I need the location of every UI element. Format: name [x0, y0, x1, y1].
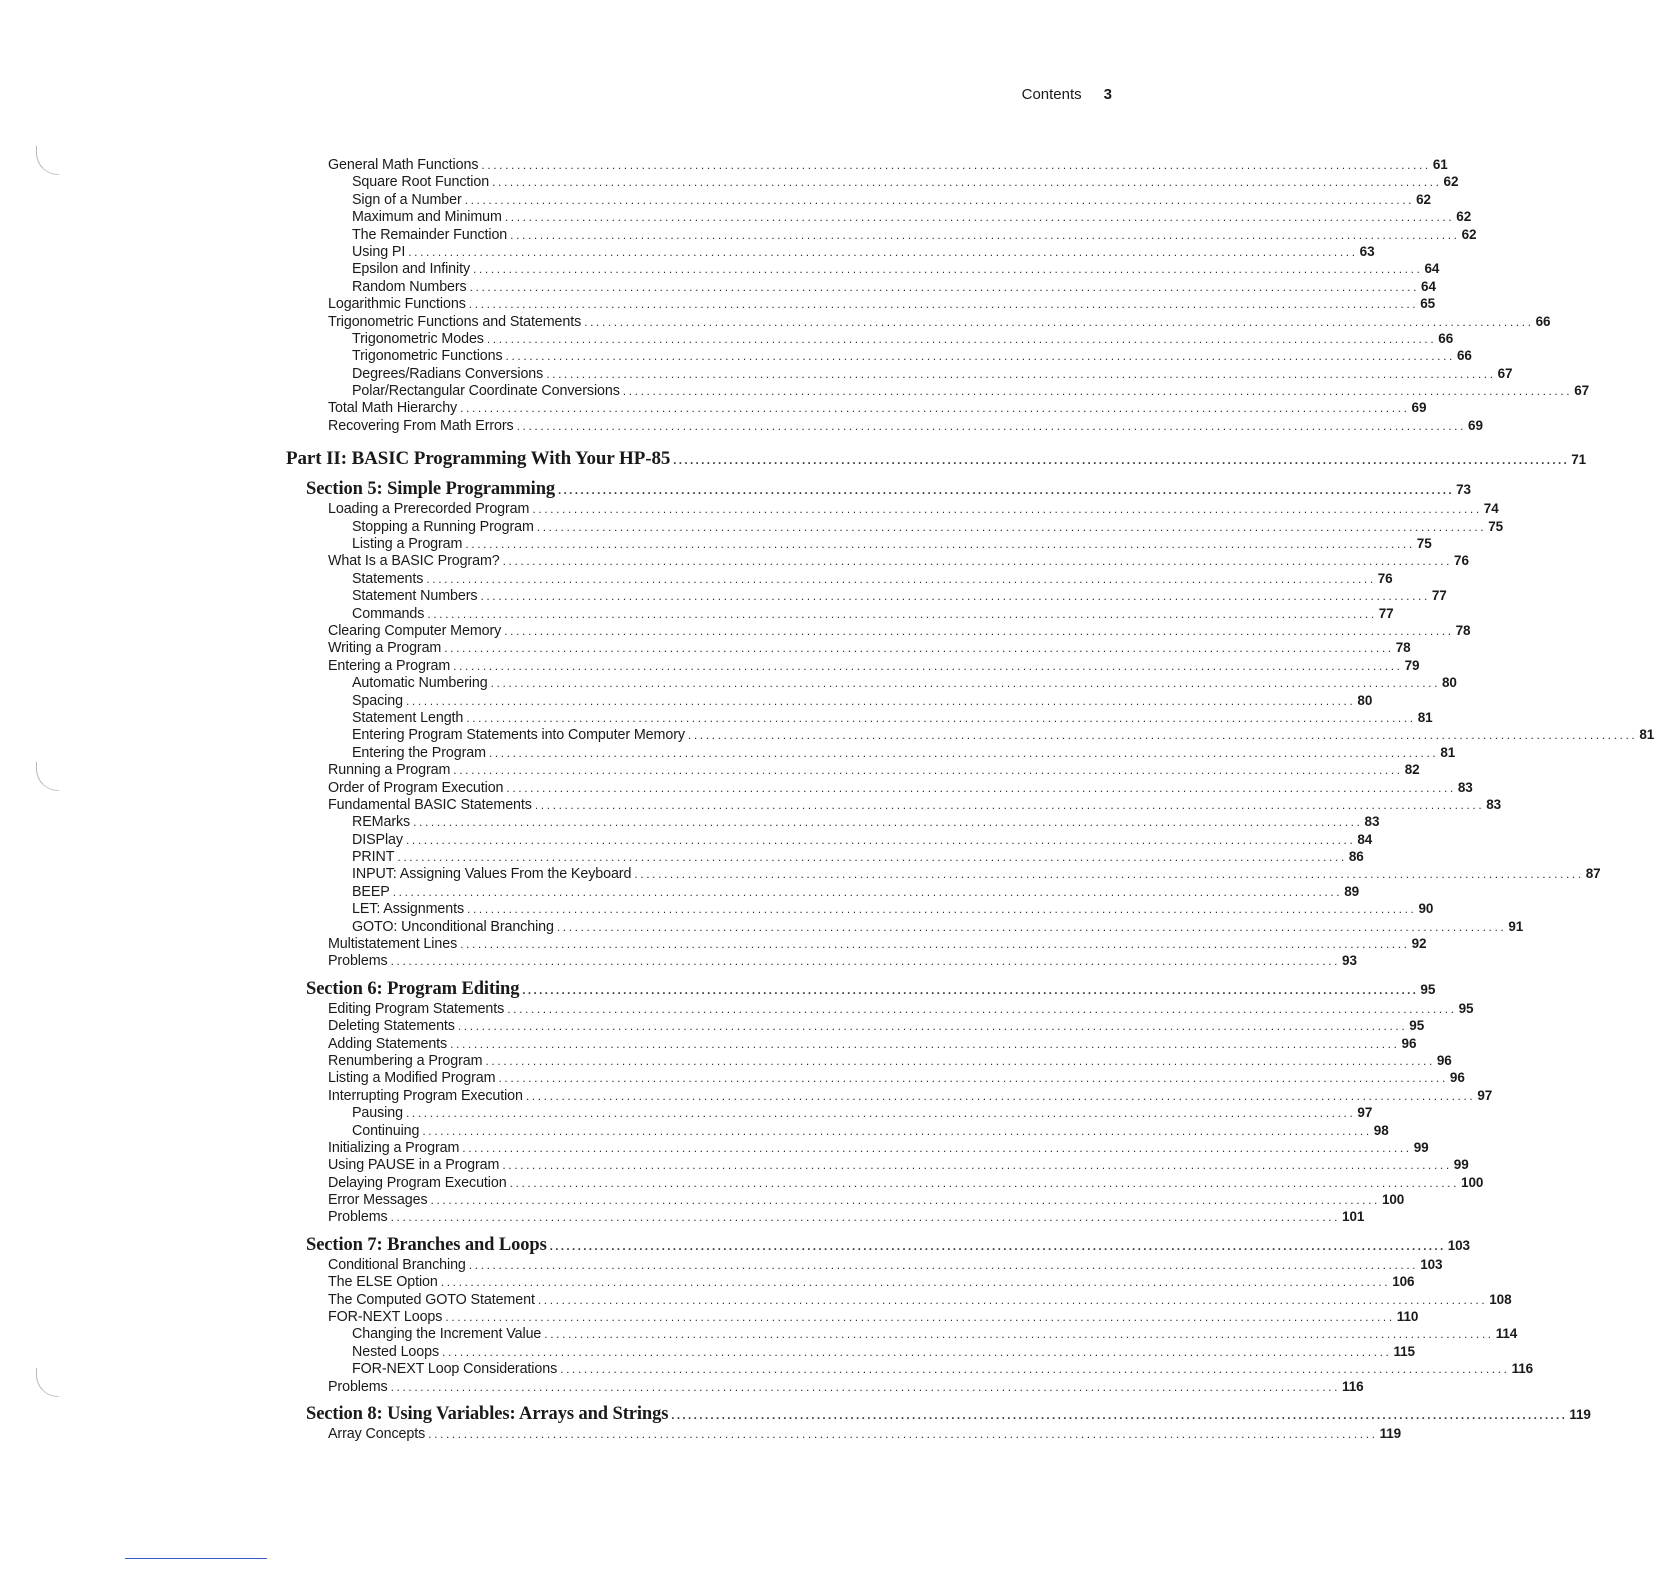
toc-entry	[328, 1378, 1364, 1395]
toc-page-number: 89	[1344, 883, 1360, 899]
toc-page-number: 90	[1418, 901, 1434, 917]
dot-leader: ................................................................................................................................................................	[466, 710, 1416, 725]
dot-leader: ................................................................................................................................................................	[492, 175, 1442, 190]
dot-leader: ................................................................................................................................................................	[584, 314, 1534, 329]
toc-title: Order of Program Execution	[328, 779, 504, 796]
dot-leader: ................................................................................................................................................................	[687, 728, 1638, 743]
toc-page-number: 106	[1392, 1274, 1415, 1290]
toc-title: Listing a Modified Program	[328, 1070, 496, 1087]
toc-title: Automatic Numbering	[352, 675, 488, 692]
toc-entry	[328, 417, 1483, 434]
dot-leader: ................................................................................................................................................................	[502, 1158, 1452, 1173]
toc-page-number: 100	[1461, 1174, 1484, 1190]
toc-entry	[352, 347, 1472, 365]
dot-leader: ................................................................................................................................................................	[445, 1310, 1395, 1325]
toc-section-heading	[306, 1403, 1591, 1425]
toc-title: FOR-NEXT Loops	[328, 1309, 443, 1326]
toc-title: Using PI	[352, 243, 406, 260]
toc-title: Total Math Hierarchy	[328, 400, 458, 417]
toc-entry	[328, 552, 1469, 570]
toc-section-heading	[306, 978, 1436, 1000]
dot-leader: ................................................................................................................................................................	[405, 693, 1356, 708]
dot-leader: ................................................................................................................................................................	[468, 1257, 1419, 1272]
dot-leader: ................................................................................................................................................................	[444, 641, 1394, 656]
dot-leader: ................................................................................................................................................................	[510, 227, 1460, 242]
toc-entry	[328, 1191, 1405, 1209]
toc-page-number: 63	[1359, 243, 1375, 259]
dot-leader: ................................................................................................................................................................	[505, 349, 1455, 364]
toc-entry	[328, 1291, 1512, 1308]
toc-title: Problems	[328, 953, 388, 970]
toc-entry	[328, 500, 1499, 518]
toc-entry	[352, 570, 1393, 587]
toc-title: The ELSE Option	[328, 1274, 438, 1291]
toc-entry	[352, 365, 1513, 382]
toc-page-number: 77	[1378, 605, 1394, 621]
toc-page-number: 76	[1454, 553, 1469, 569]
dot-leader: ................................................................................................................................................................	[558, 483, 1455, 498]
toc-title: General Math Functions	[328, 157, 479, 173]
toc-page-number: 87	[1585, 866, 1601, 882]
toc-page-number: 80	[1357, 692, 1373, 708]
toc-entry	[352, 226, 1477, 243]
dot-leader: ................................................................................................................................................................	[408, 244, 1358, 259]
toc-entry	[352, 865, 1601, 883]
toc-page-number: 100	[1381, 1192, 1405, 1208]
dot-leader: ................................................................................................................................................................	[485, 1053, 1435, 1068]
toc-entry	[328, 1052, 1452, 1069]
dot-leader: ................................................................................................................................................................	[468, 297, 1419, 312]
dot-leader: ................................................................................................................................................................	[488, 745, 1439, 760]
toc-entry	[352, 1122, 1389, 1139]
toc-entry	[328, 295, 1436, 313]
toc-page-number: 79	[1404, 657, 1420, 673]
toc-page-number: 73	[1456, 482, 1471, 498]
toc-entry	[352, 744, 1456, 761]
toc-title: Pausing	[352, 1105, 403, 1122]
toc-page-number: 75	[1488, 518, 1504, 534]
toc-title: Initializing a Program	[328, 1139, 460, 1156]
toc-page-number: 67	[1497, 365, 1513, 381]
dot-leader: ................................................................................................................................................................	[390, 1210, 1341, 1225]
toc-title: REMarks	[352, 814, 411, 831]
toc-title: Commands	[352, 605, 425, 622]
dot-leader: ................................................................................................................................................................	[465, 537, 1415, 552]
header-title: Contents	[1021, 86, 1082, 103]
toc-entry	[352, 813, 1380, 831]
dot-leader: ................................................................................................................................................................	[534, 797, 1485, 812]
toc-page-number: 99	[1413, 1139, 1429, 1155]
toc-title: Statement Length	[352, 709, 464, 726]
dot-leader: ................................................................................................................................................................	[622, 384, 1573, 399]
toc-entry	[352, 692, 1373, 709]
toc-title: Conditional Branching	[328, 1256, 466, 1273]
toc-page-number: 62	[1461, 226, 1477, 242]
toc-page-number: 97	[1357, 1105, 1373, 1121]
toc-entry	[328, 1208, 1365, 1226]
toc-page-number: 119	[1379, 1426, 1402, 1441]
toc-part-heading	[286, 448, 1587, 470]
toc-page-number: 77	[1431, 588, 1447, 604]
toc-title: What Is a BASIC Program?	[328, 553, 500, 570]
dot-leader: ................................................................................................................................................................	[486, 331, 1437, 346]
dot-leader: ................................................................................................................................................................	[428, 1427, 1378, 1441]
toc-title: The Computed GOTO Statement	[328, 1291, 535, 1308]
toc-title: Entering a Program	[328, 657, 451, 674]
toc-title: Interrupting Program Execution	[328, 1087, 523, 1104]
toc-title: DISPlay	[352, 831, 403, 848]
toc-entry	[328, 156, 1448, 173]
toc-entry	[328, 1035, 1417, 1052]
dot-leader: ................................................................................................................................................................	[467, 902, 1417, 917]
toc-entry	[328, 1273, 1415, 1291]
dot-leader: ................................................................................................................................................................	[498, 1071, 1448, 1086]
toc-page-number: 81	[1440, 744, 1456, 760]
toc-page-number: 64	[1424, 261, 1440, 277]
toc-title: Trigonometric Modes	[352, 330, 484, 347]
dot-leader: ................................................................................................................................................................	[460, 401, 1410, 416]
table-of-contents	[0, 156, 1654, 1442]
toc-title: Polar/Rectangular Coordinate Conversions	[352, 383, 620, 400]
toc-entry	[328, 779, 1473, 796]
toc-page-number: 82	[1404, 762, 1420, 778]
toc-page-number: 97	[1477, 1087, 1493, 1103]
dot-leader: ................................................................................................................................................................	[544, 1327, 1494, 1342]
toc-title: Editing Program Statements	[328, 1000, 505, 1017]
toc-entry	[328, 1069, 1465, 1087]
dot-leader: ................................................................................................................................................................	[504, 623, 1454, 638]
toc-entry	[352, 831, 1373, 848]
toc-title: Statement Numbers	[352, 588, 478, 605]
toc-section-heading	[306, 1234, 1470, 1256]
toc-page-number: 95	[1409, 1018, 1425, 1034]
dot-leader: ................................................................................................................................................................	[430, 1193, 1380, 1208]
toc-page-number: 78	[1455, 622, 1471, 638]
toc-page-number: 81	[1639, 727, 1654, 743]
toc-entry	[328, 1256, 1443, 1273]
toc-entry	[328, 622, 1471, 639]
toc-page-number: 64	[1421, 278, 1436, 294]
dot-leader: ................................................................................................................................................................	[537, 1292, 1488, 1307]
toc-title: PRINT	[352, 849, 395, 866]
toc-page-number: 69	[1468, 417, 1483, 433]
toc-page-number: 78	[1395, 640, 1411, 656]
dot-leader: ................................................................................................................................................................	[509, 1175, 1460, 1190]
toc-title: Logarithmic Functions	[328, 296, 466, 313]
dot-leader: ................................................................................................................................................................	[502, 554, 1453, 569]
dot-leader: ................................................................................................................................................................	[532, 502, 1482, 517]
toc-title: LET: Assignments	[352, 901, 465, 918]
toc-page-number: 114	[1495, 1326, 1518, 1342]
toc-page-number: 103	[1447, 1237, 1470, 1253]
toc-page-number: 101	[1342, 1209, 1365, 1225]
dot-leader: ................................................................................................................................................................	[490, 676, 1441, 691]
toc-entry	[328, 1174, 1484, 1191]
toc-entry	[352, 278, 1436, 295]
toc-page-number: 96	[1401, 1035, 1417, 1051]
toc-entry	[352, 382, 1590, 400]
toc-title: Trigonometric Functions	[352, 348, 503, 365]
toc-title: Deleting Statements	[328, 1018, 455, 1035]
toc-title: Epsilon and Infinity	[352, 261, 471, 278]
toc-page-number: 83	[1457, 779, 1473, 795]
toc-entry	[352, 709, 1433, 726]
toc-page-number: 66	[1535, 313, 1551, 329]
toc-title: Entering the Program	[352, 744, 486, 761]
toc-entry	[352, 1343, 1415, 1360]
toc-entry	[328, 657, 1420, 674]
header-page-number: 3	[1103, 86, 1112, 103]
toc-entry	[328, 1156, 1469, 1174]
toc-entry	[328, 935, 1427, 953]
dot-leader: ................................................................................................................................................................	[504, 210, 1455, 225]
toc-title: Renumbering a Program	[328, 1052, 483, 1069]
toc-title: Delaying Program Execution	[328, 1174, 507, 1191]
dot-leader: ................................................................................................................................................................	[473, 262, 1423, 277]
dot-leader: ................................................................................................................................................................	[440, 1275, 1391, 1290]
dot-leader: ................................................................................................................................................................	[506, 780, 1456, 795]
toc-title: Section 7: Branches and Loops	[306, 1234, 547, 1255]
toc-page-number: 62	[1443, 174, 1459, 190]
dot-leader: ................................................................................................................................................................	[556, 919, 1507, 934]
toc-entry	[328, 639, 1411, 657]
toc-page-number: 67	[1574, 383, 1590, 399]
toc-page-number: 98	[1373, 1122, 1389, 1138]
toc-page-number: 96	[1436, 1052, 1452, 1068]
toc-title: Running a Program	[328, 762, 451, 779]
dot-leader: ................................................................................................................................................................	[560, 1362, 1510, 1377]
toc-entry	[352, 726, 1654, 744]
toc-page-number: 115	[1393, 1343, 1415, 1359]
toc-page-number: 66	[1456, 348, 1472, 364]
toc-page-number: 86	[1348, 849, 1364, 865]
toc-page-number: 116	[1342, 1378, 1364, 1394]
toc-entry	[328, 1139, 1429, 1156]
toc-title: Continuing	[352, 1122, 420, 1139]
dot-leader: ................................................................................................................................................................	[422, 1123, 1372, 1138]
toc-page-number: 83	[1486, 796, 1502, 812]
toc-page-number: 116	[1511, 1361, 1534, 1377]
dot-leader: ................................................................................................................................................................	[671, 1408, 1568, 1422]
toc-entry	[328, 1308, 1419, 1326]
dot-leader: ................................................................................................................................................................	[673, 453, 1570, 468]
toc-page-number: 74	[1483, 501, 1499, 517]
toc-page-number: 119	[1569, 1407, 1591, 1422]
dot-leader: ................................................................................................................................................................	[460, 937, 1410, 952]
toc-entry	[328, 1425, 1402, 1442]
toc-title: Recovering From Math Errors	[328, 417, 514, 434]
toc-title: Changing the Increment Value	[352, 1326, 542, 1343]
dot-leader: ................................................................................................................................................................	[516, 418, 1467, 433]
toc-entry	[352, 173, 1459, 191]
dot-leader: ................................................................................................................................................................	[413, 815, 1363, 830]
toc-page-number: 95	[1420, 981, 1436, 997]
toc-title: Section 6: Program Editing	[306, 978, 520, 999]
toc-entry	[328, 761, 1420, 779]
page-header	[1022, 86, 1112, 103]
toc-title: Problems	[328, 1378, 388, 1395]
toc-page-number: 69	[1411, 400, 1427, 416]
toc-title: Fundamental BASIC Statements	[328, 796, 532, 813]
toc-title: Clearing Computer Memory	[328, 622, 502, 639]
dot-leader: ................................................................................................................................................................	[469, 279, 1420, 294]
toc-page-number: 95	[1458, 1000, 1474, 1016]
toc-page-number: 83	[1364, 814, 1380, 830]
toc-page-number: 96	[1449, 1070, 1465, 1086]
toc-title: Loading a Prerecorded Program	[328, 501, 530, 518]
toc-page-number: 84	[1357, 831, 1373, 847]
toc-page-number: 93	[1342, 953, 1357, 969]
toc-entry	[352, 1325, 1518, 1343]
toc-entry	[352, 243, 1375, 260]
toc-page-number: 62	[1456, 209, 1472, 225]
dot-leader: ................................................................................................................................................................	[462, 1140, 1412, 1155]
toc-title: Nested Loops	[352, 1343, 440, 1360]
toc-title: Entering Program Statements into Computer Memory	[352, 727, 685, 744]
toc-page-number: 75	[1416, 536, 1432, 552]
toc-title: Random Numbers	[352, 278, 467, 295]
toc-page-number: 61	[1432, 157, 1448, 172]
toc-entry	[328, 399, 1427, 417]
toc-entry	[352, 535, 1432, 553]
toc-title: Array Concepts	[328, 1426, 426, 1442]
toc-title: Square Root Function	[352, 174, 490, 191]
toc-title: Error Messages	[328, 1192, 428, 1209]
toc-title: Spacing	[352, 692, 403, 709]
dot-leader: ................................................................................................................................................................	[525, 1088, 1476, 1103]
dot-leader: ................................................................................................................................................................	[464, 192, 1415, 207]
toc-title: Adding Statements	[328, 1035, 448, 1052]
toc-entry	[352, 1360, 1534, 1378]
toc-entry	[352, 260, 1440, 278]
toc-title: Degrees/Radians Conversions	[352, 365, 544, 382]
dot-leader: ................................................................................................................................................................	[426, 571, 1376, 586]
toc-title: Section 5: Simple Programming	[306, 479, 556, 500]
toc-page-number: 81	[1417, 709, 1433, 725]
toc-title: Multistatement Lines	[328, 936, 458, 953]
toc-page-number: 80	[1442, 675, 1457, 691]
dot-leader: ................................................................................................................................................................	[546, 366, 1496, 381]
toc-entry	[352, 587, 1447, 605]
toc-title: Maximum and Minimum	[352, 209, 502, 226]
dot-leader: ................................................................................................................................................................	[481, 158, 1431, 172]
dot-leader: ................................................................................................................................................................	[453, 763, 1403, 778]
toc-page-number: 91	[1508, 918, 1524, 934]
dot-leader: ................................................................................................................................................................	[390, 1379, 1341, 1394]
toc-entry	[352, 191, 1431, 208]
toc-page-number: 71	[1571, 452, 1587, 468]
toc-entry	[328, 952, 1357, 970]
dot-leader: ................................................................................................................................................................	[392, 884, 1343, 899]
toc-entry	[352, 900, 1434, 918]
toc-page-number: 108	[1489, 1291, 1512, 1307]
toc-entry	[352, 883, 1360, 900]
toc-title: Listing a Program	[352, 536, 463, 553]
toc-entry	[352, 1104, 1373, 1122]
toc-section-heading	[306, 478, 1471, 500]
dot-leader: ................................................................................................................................................................	[507, 1001, 1457, 1016]
dot-leader: ................................................................................................................................................................	[397, 850, 1347, 865]
toc-title: Writing a Program	[328, 640, 442, 657]
dot-leader: ................................................................................................................................................................	[442, 1344, 1392, 1359]
toc-title: Using PAUSE in a Program	[328, 1157, 500, 1174]
dot-leader: ................................................................................................................................................................	[536, 519, 1487, 534]
toc-entry	[352, 918, 1524, 935]
toc-entry	[352, 605, 1394, 622]
dot-leader: ................................................................................................................................................................	[634, 867, 1584, 882]
toc-page-number: 65	[1420, 296, 1436, 312]
dot-leader: ................................................................................................................................................................	[450, 1036, 1400, 1051]
toc-entry	[328, 796, 1502, 813]
dot-leader: ................................................................................................................................................................	[457, 1019, 1408, 1034]
dot-leader: ................................................................................................................................................................	[427, 606, 1377, 621]
toc-entry	[352, 518, 1504, 535]
dot-leader: ................................................................................................................................................................	[453, 658, 1403, 673]
toc-page-number: 99	[1453, 1157, 1469, 1173]
toc-title: FOR-NEXT Loop Considerations	[352, 1361, 558, 1378]
toc-title: Part II: BASIC Programming With Your HP-85	[286, 448, 671, 470]
toc-page-number: 103	[1420, 1256, 1443, 1272]
dot-leader: ................................................................................................................................................................	[405, 832, 1356, 847]
dot-leader: ................................................................................................................................................................	[549, 1238, 1446, 1253]
toc-entry	[352, 330, 1454, 347]
toc-entry	[328, 1000, 1474, 1017]
toc-page-number: 66	[1438, 330, 1454, 346]
toc-page-number: 92	[1411, 936, 1427, 952]
dot-leader: ................................................................................................................................................................	[522, 982, 1419, 997]
dot-leader: ................................................................................................................................................................	[405, 1106, 1356, 1121]
toc-title: Sign of a Number	[352, 191, 462, 208]
dot-leader: ................................................................................................................................................................	[390, 954, 1341, 969]
toc-title: BEEP	[352, 883, 390, 900]
toc-entry	[328, 1017, 1425, 1035]
toc-entry	[352, 208, 1472, 226]
toc-title: Problems	[328, 1209, 388, 1226]
dot-leader: ................................................................................................................................................................	[480, 589, 1430, 604]
toc-title: Trigonometric Functions and Statements	[328, 313, 582, 330]
toc-page-number: 76	[1377, 570, 1393, 586]
toc-page-number: 110	[1396, 1309, 1419, 1325]
toc-page-number: 62	[1416, 191, 1431, 207]
toc-title: Stopping a Running Program	[352, 518, 534, 535]
toc-title: GOTO: Unconditional Branching	[352, 918, 554, 935]
toc-title: INPUT: Assigning Values From the Keyboard	[352, 866, 632, 883]
toc-title: Section 8: Using Variables: Arrays and Strings	[306, 1404, 669, 1424]
toc-title: The Remainder Function	[352, 226, 508, 243]
toc-entry	[352, 674, 1457, 692]
toc-entry	[328, 1087, 1493, 1104]
toc-entry	[352, 848, 1364, 866]
footer-rule	[125, 1558, 267, 1559]
toc-title: Statements	[352, 570, 424, 587]
toc-entry	[328, 313, 1551, 330]
